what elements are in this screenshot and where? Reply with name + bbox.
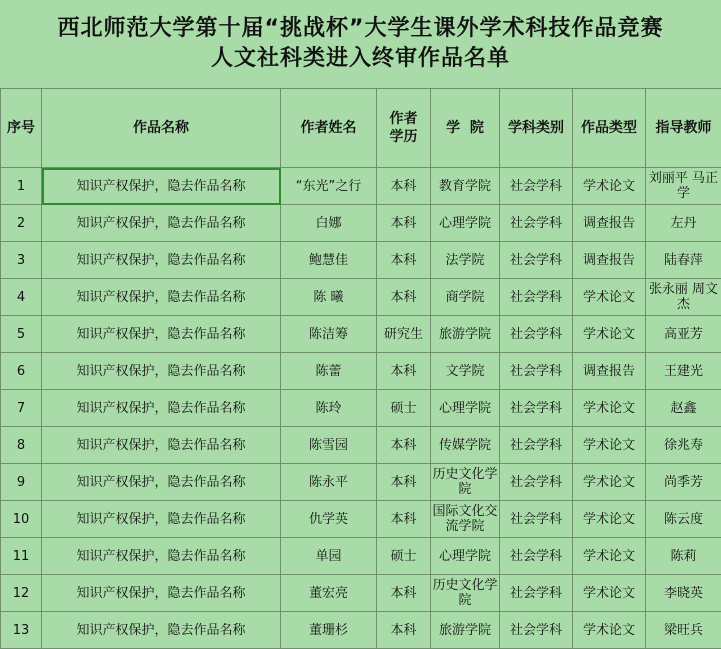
cell-no[interactable]: 8 [1,427,42,464]
cell-college[interactable]: 旅游学院 [431,612,500,649]
cell-advisor[interactable]: 梁旺兵 [646,612,721,649]
cell-subject[interactable]: 社会学科 [500,242,573,279]
cell-type[interactable]: 学术论文 [573,464,646,501]
cell-no[interactable]: 4 [1,279,42,316]
table-row [1,575,721,612]
cell-degree[interactable]: 研究生 [377,316,431,353]
header-degree[interactable] [377,89,431,168]
cell-type[interactable]: 学术论文 [573,501,646,538]
cell-author[interactable]: 陈永平 [281,464,377,501]
table-row [1,353,721,390]
cell-type[interactable]: 调查报告 [573,242,646,279]
table-row [1,316,721,353]
cell-type[interactable]: 学术论文 [573,279,646,316]
cell-work[interactable]: 知识产权保护，隐去作品名称 [42,353,281,390]
cell-no[interactable]: 12 [1,575,42,612]
cell-type[interactable]: 学术论文 [573,538,646,575]
cell-subject[interactable]: 社会学科 [500,538,573,575]
cell-author[interactable]: 陈 曦 [281,279,377,316]
cell-work[interactable]: 知识产权保护，隐去作品名称 [42,575,281,612]
table-row [1,612,721,649]
cell-degree[interactable]: 本科 [377,242,431,279]
cell-work[interactable]: 知识产权保护，隐去作品名称 [42,390,281,427]
header-type[interactable]: 作品类型 [573,89,646,168]
cell-work[interactable]: 知识产权保护，隐去作品名称 [42,168,281,205]
cell-author[interactable]: 陈蕾 [281,353,377,390]
cell-no[interactable]: 10 [1,501,42,538]
cell-no[interactable]: 1 [1,168,42,205]
cell-author[interactable]: 董珊杉 [281,612,377,649]
cell-subject[interactable]: 社会学科 [500,464,573,501]
title-line-2: 人文社科类进入终审作品名单 [211,44,510,74]
cell-no[interactable]: 6 [1,353,42,390]
cell-degree[interactable]: 本科 [377,168,431,205]
cell-type[interactable]: 学术论文 [573,390,646,427]
cell-author[interactable]: “东光”之行 [281,168,377,205]
table-row [1,168,721,205]
cell-advisor[interactable]: 左丹 [646,205,721,242]
cell-work[interactable]: 知识产权保护，隐去作品名称 [42,316,281,353]
header-subject[interactable]: 学科类别 [500,89,573,168]
cell-advisor[interactable]: 高亚芳 [646,316,721,353]
cell-subject[interactable]: 社会学科 [500,205,573,242]
cell-author[interactable]: 董宏亮 [281,575,377,612]
cell-advisor[interactable]: 陈莉 [646,538,721,575]
cell-college[interactable]: 历史文化学院 [431,464,500,501]
cell-no[interactable]: 5 [1,316,42,353]
cell-advisor[interactable]: 李晓英 [646,575,721,612]
cell-subject[interactable]: 社会学科 [500,316,573,353]
cell-subject[interactable]: 社会学科 [500,168,573,205]
cell-work[interactable]: 知识产权保护，隐去作品名称 [42,279,281,316]
cell-advisor[interactable]: 陈云度 [646,501,721,538]
cell-work[interactable]: 知识产权保护，隐去作品名称 [42,242,281,279]
cell-author[interactable]: 单园 [281,538,377,575]
cell-degree[interactable]: 本科 [377,205,431,242]
cell-author[interactable]: 白娜 [281,205,377,242]
cell-degree[interactable]: 本科 [377,279,431,316]
cell-college[interactable]: 文学院 [431,353,500,390]
cell-college[interactable]: 法学院 [431,242,500,279]
cell-no[interactable]: 7 [1,390,42,427]
cell-type[interactable]: 学术论文 [573,575,646,612]
cell-college[interactable]: 历史文化学院 [431,575,500,612]
header-row [1,89,721,168]
header-advisor[interactable]: 指导教师 [646,89,721,168]
cell-college[interactable]: 教育学院 [431,168,500,205]
cell-college[interactable]: 心理学院 [431,390,500,427]
cell-advisor[interactable]: 王建光 [646,353,721,390]
cell-subject[interactable]: 社会学科 [500,612,573,649]
table-row [1,501,721,538]
cell-type[interactable]: 学术论文 [573,612,646,649]
cell-degree[interactable]: 本科 [377,353,431,390]
cell-type[interactable]: 学术论文 [573,316,646,353]
cell-work[interactable]: 知识产权保护，隐去作品名称 [42,538,281,575]
header-degree-text: 作者学历 [387,110,421,146]
title-line-1: 西北师范大学第十届“挑战杯”大学生课外学术科技作品竞赛 [58,14,664,44]
cell-author[interactable]: 陈洁筹 [281,316,377,353]
cell-author[interactable]: 仇学英 [281,501,377,538]
cell-no[interactable]: 9 [1,464,42,501]
cell-degree[interactable]: 本科 [377,464,431,501]
cell-advisor[interactable]: 赵鑫 [646,390,721,427]
cell-work[interactable]: 知识产权保护，隐去作品名称 [42,205,281,242]
cell-advisor[interactable]: 徐兆寿 [646,427,721,464]
cell-subject[interactable]: 社会学科 [500,279,573,316]
cell-degree[interactable]: 本科 [377,427,431,464]
cell-author[interactable]: 陈雪园 [281,427,377,464]
table-row [1,390,721,427]
cell-author[interactable]: 陈玲 [281,390,377,427]
table-row [1,242,721,279]
cell-type[interactable]: 学术论文 [573,168,646,205]
cell-subject[interactable]: 社会学科 [500,575,573,612]
header-no[interactable]: 序号 [1,89,42,168]
table-row [1,279,721,316]
table-body [1,168,721,649]
cell-degree[interactable]: 本科 [377,612,431,649]
cell-college[interactable]: 商学院 [431,279,500,316]
cell-advisor[interactable]: 尚季芳 [646,464,721,501]
cell-no[interactable]: 11 [1,538,42,575]
cell-college[interactable]: 传媒学院 [431,427,500,464]
cell-college[interactable]: 心理学院 [431,205,500,242]
cell-degree[interactable]: 硕士 [377,390,431,427]
table-row [1,427,721,464]
cell-no[interactable]: 3 [1,242,42,279]
cell-type[interactable]: 调查报告 [573,205,646,242]
cell-advisor[interactable]: 陆春萍 [646,242,721,279]
cell-work[interactable]: 知识产权保护，隐去作品名称 [42,612,281,649]
cell-subject[interactable]: 社会学科 [500,501,573,538]
cell-no[interactable]: 13 [1,612,42,649]
header-work[interactable]: 作品名称 [42,89,281,168]
cell-degree[interactable]: 本科 [377,575,431,612]
cell-type[interactable]: 学术论文 [573,427,646,464]
cell-degree[interactable]: 硕士 [377,538,431,575]
cell-college[interactable]: 旅游学院 [431,316,500,353]
cell-subject[interactable]: 社会学科 [500,427,573,464]
cell-work[interactable]: 知识产权保护，隐去作品名称 [42,464,281,501]
table-row [1,464,721,501]
cell-college[interactable]: 心理学院 [431,538,500,575]
cell-subject[interactable]: 社会学科 [500,390,573,427]
cell-subject[interactable]: 社会学科 [500,353,573,390]
finalist-table [0,88,721,649]
cell-author[interactable]: 鲍慧佳 [281,242,377,279]
header-college[interactable]: 学 院 [431,89,500,168]
cell-type[interactable]: 调查报告 [573,353,646,390]
cell-college[interactable]: 国际文化交流学院 [431,501,500,538]
header-author[interactable]: 作者姓名 [281,89,377,168]
cell-advisor[interactable]: 刘丽平 马正学 [646,168,721,205]
cell-no[interactable]: 2 [1,205,42,242]
cell-degree[interactable]: 本科 [377,501,431,538]
document-title [0,0,721,88]
cell-work[interactable]: 知识产权保护，隐去作品名称 [42,427,281,464]
table-row [1,205,721,242]
cell-advisor[interactable]: 张永丽 周文杰 [646,279,721,316]
cell-work[interactable]: 知识产权保护，隐去作品名称 [42,501,281,538]
table-row [1,538,721,575]
